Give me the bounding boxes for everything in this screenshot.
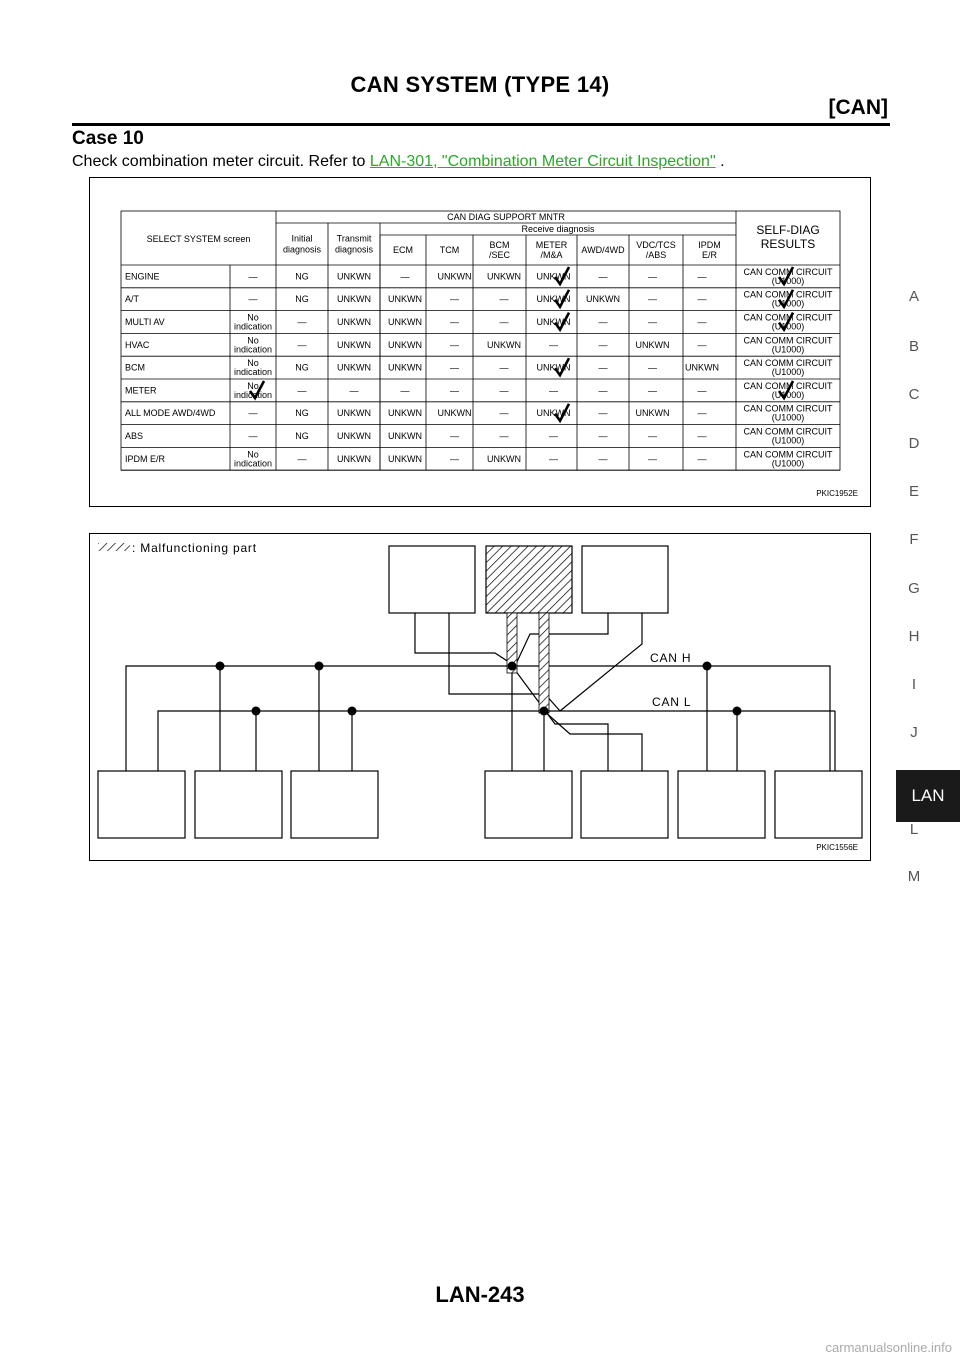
table-cell-initial: No [247,449,259,460]
table-cell-result: CAN COMM CIRCUIT [743,335,833,346]
table-row-system: A/T [125,294,140,305]
table-row-system: ABS [125,431,144,441]
table-header-receive-col: AWD/4WD [581,245,625,255]
table-cell-initial: indication [233,458,273,469]
legend-text: : Malfunctioning part [132,541,257,555]
bcm-can-h [415,613,515,666]
table-cell-transmit: — [297,453,307,464]
table-cell-receive: — [648,294,657,305]
table-cell-initial: No [247,312,259,323]
unit-box-ipdm [775,771,862,838]
can-h-label: CAN H [650,651,692,665]
dlc-can-h [512,666,608,771]
table-cell-receive: — [598,339,608,350]
table-row-system: ALL MODE AWD/4WD [125,408,216,419]
dlc-can-l [544,711,642,771]
table-header-initial: diagnosis [282,244,322,255]
table-cell-receive: — [648,362,657,373]
table-cell-receive: UNKWN [388,362,422,373]
table-cell-receive: — [450,453,459,464]
table-header-receive-col: BCM [489,240,510,250]
table-cell-result: (U1000) [771,412,805,423]
table-row-system: METER [125,385,157,396]
table-cell-receive: UNKWN [536,408,571,419]
table-header-initial: Initial [291,233,313,244]
section-tab-lan[interactable]: LAN [896,770,960,822]
table-header-receive-col: TCM [439,245,460,255]
table-cell-receive: UNKWN [337,294,371,305]
table-cell-initial: — [248,271,258,282]
table-cell-receive: — [499,294,509,305]
table-header-receive-col: /ABS [645,250,667,260]
table-cell-receive: UNKWN [685,362,719,373]
table-cell-result: (U1000) [771,321,805,332]
table-cell-receive: — [450,317,459,327]
legend-hatch-swatch [98,543,130,551]
junction-dot [508,662,517,671]
table-cell-receive: — [450,339,459,350]
table-cell-receive: UNKWN [337,339,371,350]
table-cell-receive: UNKWN [388,339,422,350]
table-row-system: IPDM E/R [125,453,166,464]
section-tab-g[interactable]: G [908,580,920,597]
table-cell-receive: UNKWN [437,271,472,282]
page-title: CAN SYSTEM (TYPE 14) [350,72,610,97]
table-cell-receive: UNKWN [487,271,521,282]
can-l-label: CAN L [652,695,692,709]
table-cell-transmit: — [297,385,307,396]
unit-box-frontair [485,771,572,838]
table-header-transmit: Transmit [336,233,372,244]
table-cell-initial: No [247,358,259,369]
table-row-system: MULTI AV [125,317,165,327]
table-cell-transmit: NG [295,408,309,419]
table-cell-receive: — [349,385,359,396]
table-cell-receive: UNKWN [388,453,422,464]
table-figure-code: PKIC1952E [816,489,858,498]
can-l-bus [158,711,835,771]
instruction-text [72,153,725,171]
table-cell-result: (U1000) [771,298,805,309]
diag-table-svg [90,178,870,506]
section-tab-f[interactable]: F [909,531,919,548]
table-header-receive-col: E/R [701,250,718,260]
table-cell-result: CAN COMM CIRCUIT [743,426,833,437]
section-tab-l[interactable]: L [909,821,919,838]
table-cell-receive: — [648,453,657,464]
table-cell-transmit: NG [295,431,309,441]
table-cell-receive: UNKWN [635,408,670,419]
table-cell-receive: — [598,271,608,282]
wiring-layer [126,613,835,771]
table-cell-receive: UNKWN [388,317,422,327]
table-cell-receive: — [697,408,707,419]
unit-box-transfer [582,546,668,613]
table-cell-receive: — [697,294,707,305]
table-cell-receive: — [648,385,657,396]
table-header-receive-col: ECM [393,245,413,255]
table-cell-initial: — [248,294,258,305]
table-cell-receive: UNKWN [536,271,571,282]
table-cell-receive: UNKWN [337,317,371,327]
watermark: carmanualsonline.info [825,1340,952,1355]
table-cell-receive: — [549,339,558,350]
section-tab-a[interactable]: A [908,288,919,305]
section-tab-d[interactable]: D [908,435,920,452]
table-cell-receive: — [697,453,707,464]
junction-dot [703,662,712,671]
table-row-system: HVAC [125,339,150,350]
table-cell-receive: UNKWN [586,294,620,305]
instruction-suffix: . [715,153,725,170]
section-tab-i[interactable]: I [911,676,917,693]
table-cell-transmit: NG [295,362,309,373]
unit-box-navi [291,771,378,838]
table-cell-receive: — [598,408,608,419]
table-cell-result: (U1000) [771,275,805,286]
table-cell-receive: UNKWN [388,408,422,419]
table-header-selfdiag: SELF-DIAG [756,223,820,237]
table-cell-receive: — [499,431,509,441]
table-cell-result: (U1000) [771,367,805,378]
table-cell-receive: — [598,362,608,373]
table-cell-transmit: NG [295,271,309,282]
table-row-system: ENGINE [125,271,160,282]
diagram-figure-code: PKIC1556E [816,843,858,852]
table-cell-receive: — [697,317,707,327]
table-cell-receive: — [499,408,509,419]
section-tab-b[interactable]: B [908,338,919,355]
transfer-can-h [515,613,608,666]
transfer-can-l [560,613,642,711]
table-cell-receive: UNKWN [337,362,371,373]
table-cell-result: (U1000) [771,435,805,446]
table-cell-receive: UNKWN [337,408,371,419]
table-cell-receive: UNKWN [437,408,472,419]
table-cell-initial: No [247,380,259,391]
table-cell-receive: UNKWN [536,362,571,373]
meter-harness-l [539,613,549,713]
table-header-receive-col: /M&A [540,250,563,260]
can-h-bus [126,666,830,771]
table-cell-receive: UNKWN [635,339,670,350]
table-cell-receive: — [598,317,608,327]
table-header-receive-col: VDC/TCS [636,240,676,250]
unit-box-meter [486,546,572,613]
table-cell-result: CAN COMM CIRCUIT [743,380,833,391]
table-header-receive: Receive diagnosis [521,224,595,234]
table-cell-receive: UNKWN [388,294,422,305]
table-cell-initial: indication [233,389,273,400]
unit-box-bcm [389,546,475,613]
table-cell-receive: UNKWN [388,431,422,441]
section-tab-m[interactable]: M [907,868,921,885]
diag-table-figure [89,177,871,507]
unit-box-abs [678,771,765,838]
table-header-group: CAN DIAG SUPPORT MNTR [447,212,565,222]
table-header-receive-col: /SEC [488,250,511,260]
table-cell-transmit: NG [295,294,309,305]
table-cell-result: (U1000) [771,344,805,355]
table-cell-result: CAN COMM CIRCUIT [743,449,833,460]
table-cell-receive: — [697,271,707,282]
table-cell-receive: — [697,339,707,350]
page-number: LAN-243 [435,1282,525,1307]
unit-box-ecm [98,771,185,838]
can-diagram-figure [89,533,871,861]
table-row-system: BCM [125,362,145,373]
table-header-selfdiag: RESULTS [760,237,816,251]
table-cell-result: CAN COMM CIRCUIT [743,289,833,300]
table-cell-result: CAN COMM CIRCUIT [743,312,833,323]
table-cell-initial: indication [233,344,273,355]
table-cell-receive: — [549,385,558,396]
unit-box-tcm [195,771,282,838]
table-cell-receive: — [697,431,707,441]
section-tab-c[interactable]: C [908,386,920,403]
junction-dot [540,707,549,716]
section-tag: [CAN] [828,96,888,119]
table-cell-receive: UNKWN [536,294,571,305]
section-tab-e[interactable]: E [908,483,919,500]
table-cell-receive: — [549,453,558,464]
section-tab-h[interactable]: H [908,628,920,645]
table-cell-receive: — [400,385,410,396]
table-cell-receive: — [549,431,558,441]
junction-dot [348,707,357,716]
table-cell-transmit: — [297,317,307,327]
table-cell-result: CAN COMM CIRCUIT [743,358,833,369]
instruction-lead: Check combination meter circuit. Refer to [72,153,370,170]
table-cell-receive: — [598,453,608,464]
case-title: Case 10 [72,128,144,149]
section-tab-j[interactable]: J [910,724,918,741]
table-cell-receive: — [648,271,657,282]
table-outline [121,211,840,470]
table-cell-initial: — [248,431,258,441]
table-cell-receive: UNKWN [487,453,521,464]
table-cell-receive: UNKWN [487,339,521,350]
table-cell-receive: UNKWN [536,317,571,327]
table-cell-receive: — [450,362,459,373]
junction-dot [315,662,324,671]
junction-dot [252,707,261,716]
table-cell-result: (U1000) [771,458,805,469]
table-cell-receive: — [400,271,410,282]
unit-box-dlc [581,771,668,838]
table-cell-receive: — [648,431,657,441]
table-header-receive-col: IPDM [698,240,721,250]
table-cell-transmit: — [297,339,307,350]
table-cell-receive: UNKWN [337,271,371,282]
table-header-transmit: diagnosis [334,244,374,255]
junction-dot [216,662,225,671]
table-cell-initial: — [248,408,258,419]
table-cell-initial: No [247,335,259,346]
table-cell-receive: — [648,317,657,327]
junction-dot [733,707,742,716]
table-cell-receive: — [450,431,459,441]
table-cell-receive: UNKWN [337,431,371,441]
table-cell-initial: indication [233,367,273,378]
table-cell-receive: — [598,385,608,396]
inspection-link[interactable]: LAN-301, "Combination Meter Circuit Inspection" [369,153,716,170]
table-cell-receive: — [450,294,459,305]
table-cell-receive: — [598,431,608,441]
table-header-receive-col: METER [535,240,568,250]
table-cell-result: (U1000) [771,389,805,400]
table-cell-initial: indication [233,321,273,332]
table-cell-receive: UNKWN [337,453,371,464]
table-cell-result: CAN COMM CIRCUIT [743,266,833,277]
table-header-select: SELECT SYSTEM screen [146,234,251,244]
table-cell-receive: — [499,362,509,373]
table-cell-receive: — [450,385,459,396]
table-cell-receive: — [499,317,509,327]
header-rule [72,123,890,126]
can-diagram-svg [90,534,870,860]
table-cell-receive: — [499,385,509,396]
table-cell-result: CAN COMM CIRCUIT [743,403,833,414]
table-cell-receive: — [697,385,707,396]
